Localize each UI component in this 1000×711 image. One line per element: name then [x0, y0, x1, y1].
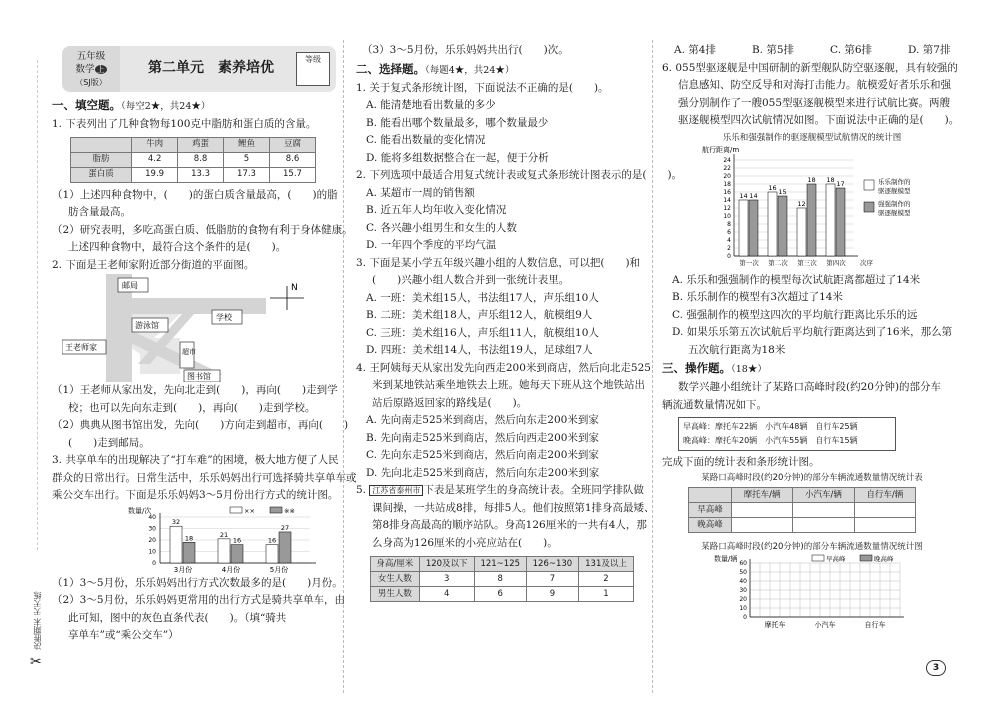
- page-number-text: 3: [932, 663, 940, 673]
- tick-label: 50: [739, 569, 747, 577]
- table-cell: 15.7: [269, 167, 315, 182]
- traffic-bar-chart: [662, 553, 962, 637]
- choice-5-options: [662, 42, 962, 60]
- tick-label: 0: [152, 559, 156, 567]
- table-cell: 女生人数: [371, 572, 420, 587]
- legend-swatch: [864, 180, 874, 190]
- bar: [836, 188, 845, 256]
- table-cell: 摩托车/辆: [731, 488, 792, 503]
- question-3-2: （2）3～5月份，乐乐妈妈更常用的出行方式是骑共享单车，由: [52, 594, 346, 606]
- table-cell: [731, 518, 792, 533]
- tick-label: 0: [727, 252, 731, 260]
- page-title: 第二单元 素养培优: [148, 60, 274, 76]
- category-label: 3月份: [173, 565, 193, 574]
- bar: [218, 538, 230, 562]
- question-3: 群众的日常出行。日常生活中，乐乐妈妈出行可选择骑共享单车或: [52, 471, 357, 484]
- traffic-chart-title: 某路口高峰时段(约20分钟)的部分车辆流通数量情况统计图: [701, 542, 923, 553]
- table-cell: 2: [579, 572, 634, 587]
- tick-label: 40: [739, 578, 747, 586]
- choice-option: B. 近五年人均年收入变化情况: [366, 204, 507, 216]
- data-label: 14: [739, 191, 748, 200]
- choice-option: A. 能清楚地看出数量的多少: [366, 99, 496, 111]
- choice-4: 4. 王阿姨每天从家出发先向西走200米到商店，然后向北走525: [356, 361, 651, 374]
- category-label: 第二次: [768, 258, 788, 267]
- bar: [807, 184, 816, 256]
- legend-label: 驱逐舰模型: [878, 208, 911, 217]
- table-cell: 蛋白质: [71, 167, 132, 182]
- tick-label: 20: [148, 536, 156, 544]
- page-number: [926, 660, 946, 676]
- section-choice: 二、选择题。（每题4★，共24★）: [356, 61, 515, 76]
- choice-5: 么身高为126厘米的小亮应站在( )。: [372, 536, 558, 549]
- category-label: 小汽车: [814, 621, 836, 630]
- choice-5: 课间操，一共站成8排，每排5人。他们按照第1排身高最矮、: [372, 501, 655, 514]
- question-2-2: ( )走到邮局。: [68, 436, 150, 449]
- legend-label: ××: [244, 506, 255, 515]
- grade-box: [296, 52, 330, 86]
- table-cell: 晚高峰: [689, 518, 732, 533]
- tick-label: 10: [723, 212, 731, 220]
- section-fill-in: 一、填空题。（每空2★，共24★）: [52, 98, 211, 112]
- question-1-2: （2）研究表明，多吃高蛋白质、低脂肪的食物有利于身体健康。: [52, 223, 353, 236]
- tick-label: 12: [723, 204, 731, 212]
- table-cell: 131及以上: [579, 557, 634, 572]
- legend-label: ※※: [284, 506, 295, 515]
- tick-label: 0: [743, 614, 747, 622]
- chart-ylabel: 航行距离/m: [702, 145, 740, 154]
- tick-label: 2: [727, 244, 731, 252]
- choice-option: B. 二班：美术组18人，声乐组12人，航模组9人: [366, 309, 593, 321]
- data-label: 18: [184, 533, 194, 542]
- table-cell: 小汽车/辆: [793, 488, 854, 503]
- data-label: 17: [836, 179, 845, 188]
- category-label: 第一次: [739, 258, 759, 267]
- data-label: 16: [768, 183, 777, 192]
- choice-option: D. 第7排: [908, 44, 951, 56]
- choice-option: B. 能看出哪个数量最多，哪个数量最少: [366, 116, 549, 129]
- edition-label: （SJ版）: [75, 78, 107, 87]
- region-tag: 江苏省泰州市: [369, 485, 423, 496]
- legend-label: 晚高峰: [874, 555, 894, 564]
- choice-1-options: [356, 97, 648, 167]
- table-cell: 5: [224, 152, 270, 167]
- choice-option: A. 一班：美术组15人，书法组17人，声乐组10人: [366, 291, 599, 304]
- note-early: 早高峰：摩托车22辆 小汽车48辆 自行车25辆: [683, 422, 858, 432]
- table-cell: 1: [579, 587, 634, 602]
- table-cell: 8.8: [178, 152, 224, 167]
- data-label: 16: [232, 536, 242, 545]
- traffic-note: [678, 417, 896, 451]
- table-cell: [689, 488, 732, 503]
- table-cell: 鲤鱼: [224, 137, 270, 152]
- legend-swatch: [864, 202, 874, 212]
- table-cell: 4.2: [132, 152, 178, 167]
- choice-6-options: [662, 272, 962, 325]
- choice-option: C. 各兴趣小组男生和女生的人数: [366, 221, 517, 234]
- legend-swatch: [230, 507, 242, 513]
- tick-label: 30: [148, 525, 156, 532]
- choice-option: A. 第4排: [674, 44, 716, 56]
- tick-label: 16: [723, 188, 731, 196]
- operation-task: 完成下面的统计表和条形统计图。: [662, 456, 820, 469]
- tick-label: 14: [723, 196, 731, 204]
- table-cell: 13.3: [178, 167, 224, 182]
- category-label: 第四次: [826, 258, 846, 267]
- choice-3: 3. 下面是某小学五年级兴趣小组的人数信息，可以把( )和: [356, 256, 641, 269]
- choice-6-option-d: 五次航行距离为18米: [688, 343, 786, 356]
- tick-label: 4: [727, 236, 731, 244]
- traffic-table-title: 某路口高峰时段(约20分钟)的部分车辆流通数量情况统计表: [701, 472, 923, 483]
- choice-option: B. 先向南走525米到商店，然后向西走200米到家: [366, 431, 599, 444]
- tick-label: 24: [723, 156, 731, 164]
- north-label: N: [291, 283, 298, 293]
- category-label: 5月份: [269, 565, 289, 574]
- table-cell: 豆腐: [269, 137, 315, 152]
- question-2-1: 校；也可以先向东走到( )，再向( )走到学校。: [68, 401, 316, 414]
- data-label: 16: [267, 536, 277, 545]
- table-cell: [793, 503, 854, 518]
- bar: [797, 208, 806, 256]
- choice-5: 第8排身高最高的顺序站队。身高126厘米的一共有4人，那: [372, 519, 647, 531]
- table-cell: [793, 518, 854, 533]
- legend-label: 早高峰: [826, 555, 846, 564]
- choice-6-option-d: D. 如果乐乐第五次试航后平均航行距离达到了16米，那么第: [672, 326, 953, 339]
- choice-option: A. 先向南走525米到商店，然后向东走200米到家: [366, 414, 599, 426]
- tick-label: 8: [727, 220, 731, 228]
- bar: [749, 200, 758, 256]
- map-post-office-label: 邮局: [122, 281, 138, 290]
- bar: [279, 531, 291, 562]
- question-3-2: 此可知，图中的灰色直条代表( )。（填“骑共: [68, 611, 287, 624]
- legend-swatch: [812, 555, 824, 561]
- legend-label: 强强制作的: [878, 199, 911, 208]
- category-label: 摩托车: [764, 621, 786, 630]
- choice-6: 强分别制作了一艘055型驱逐舰模型来进行试航比赛。两艘: [678, 96, 951, 109]
- choice-4: 站后原路返回家的路线是( )。: [372, 396, 528, 409]
- legend-label: 乐乐制作的: [878, 177, 911, 186]
- table-cell: 8.6: [269, 152, 315, 167]
- left-column: [52, 96, 357, 645]
- question-1-1: 肪含量最高。: [68, 206, 131, 218]
- map-library-label: 图书馆: [187, 372, 211, 381]
- category-label: 第三次: [797, 258, 817, 267]
- choice-2-options: [356, 185, 648, 255]
- bar: [768, 192, 777, 256]
- bar: [739, 200, 748, 256]
- table-cell: [854, 518, 915, 533]
- data-label: 27: [280, 523, 290, 532]
- cut-line: [37, 60, 38, 550]
- map-school-label: 学校: [216, 313, 232, 322]
- data-label: 12: [797, 199, 806, 208]
- question-3: 乘公交车出行。下面是乐乐妈妈3～5月份出行方式的统计图。: [52, 489, 339, 501]
- table-cell: 9: [526, 587, 578, 602]
- question-3-1: （1）3～5月份，乐乐妈妈出行方式次数最多的是( )月份。: [52, 576, 343, 589]
- operation-intro: 数学兴趣小组统计了某路口高峰时段(约20分钟)的部分车: [678, 381, 942, 394]
- tick-label: 18: [723, 180, 731, 188]
- food-table: [70, 137, 316, 183]
- tick-label: 10: [148, 548, 156, 555]
- choice-2: 2. 下列选项中最适合用复式统计表或复式条形统计图表示的是( )。: [356, 169, 683, 181]
- tick-label: 30: [739, 587, 747, 595]
- data-label: 15: [778, 187, 787, 196]
- table-cell: 3: [419, 572, 474, 587]
- question-3-2: 享单车”或“乘公交车”）: [68, 629, 179, 641]
- bar: [170, 526, 182, 563]
- category-label: 自行车: [864, 621, 886, 630]
- map-museum-label: 游泳馆: [135, 321, 159, 330]
- scissors-icon: ✂: [30, 654, 42, 670]
- table-cell: 早高峰: [689, 503, 732, 518]
- choice-4: 米到某地铁站乘坐地铁去上班。她每天下班从这个地铁站出: [372, 379, 645, 391]
- table-cell: 120及以下: [419, 557, 474, 572]
- legend-swatch: [860, 555, 872, 561]
- choice-1: 1. 关于复式条形统计图，下面说法不正确的是( )。: [356, 81, 609, 94]
- commute-bar-chart: [52, 505, 332, 575]
- tick-label: 10: [739, 605, 747, 613]
- choice-4-options: [356, 412, 648, 482]
- data-label: 21: [219, 530, 229, 539]
- choice-3: ( )兴趣小组人数合并到一张统计表里。: [372, 274, 570, 286]
- choice-option: B. 第5排: [751, 44, 795, 56]
- table-cell: [71, 137, 132, 152]
- book-badge: 上: [96, 65, 105, 74]
- question-2-2: （2）典典从图书馆出发，先向( )方向走到超市，再向( ): [52, 419, 349, 431]
- table-cell: 自行车/辆: [854, 488, 915, 503]
- choice-option: C. 先向东走525米到商店，然后向南走200米到家: [366, 449, 599, 461]
- table-cell: 7: [526, 572, 578, 587]
- note-late: 晚高峰：摩托车20辆 小汽车55辆 自行车15辆: [683, 436, 858, 446]
- operation-intro: 辆流通数量情况如下。: [662, 398, 767, 411]
- choice-option: D. 四班：美术组14人，书法组19人，足球组7人: [366, 344, 593, 356]
- choice-option: D. 先向北走525米到商店，然后向东走200米到家: [366, 466, 600, 479]
- choice-option: C. 第6排: [830, 44, 873, 56]
- right-column: [662, 42, 962, 637]
- table-cell: 鸡蛋: [178, 137, 224, 152]
- choice-6: 6. 055型驱逐舰是中国研制的新型舰队防空驱逐舰，具有较强的: [662, 61, 958, 74]
- category-label: 4月份: [221, 565, 241, 574]
- tick-label: 6: [727, 228, 731, 236]
- bar: [826, 184, 835, 256]
- bar: [266, 544, 278, 562]
- choice-5: 5. 江苏省泰州市 下表是某班学生的身高统计表。全班同学排队做: [356, 484, 644, 496]
- column-divider: [652, 40, 653, 693]
- street-map: [62, 274, 342, 382]
- choice-option: D. 能将多组数据整合在一起，便于分析: [366, 151, 549, 164]
- ship-bar-chart: [662, 144, 962, 272]
- table-cell: 126~130: [526, 557, 578, 572]
- table-cell: 4: [419, 587, 474, 602]
- choice-6: 驱逐舰模型四次试航情况如图。下面说法中正确的是( )。: [678, 114, 960, 126]
- table-cell: 17.3: [224, 167, 270, 182]
- choice-option: B. 乐乐制作的模型有3次超过了14米: [672, 291, 843, 304]
- question-1: 1. 下表列出了几种食物每100克中脂肪和蛋白质的含量。: [52, 118, 317, 130]
- choice-option: C. 能看出数量的变化情况: [366, 134, 486, 146]
- tick-label: 20: [739, 596, 747, 604]
- choice-option: C. 三班：美术组16人，声乐组11人，航模组10人: [366, 326, 599, 339]
- traffic-table: [688, 487, 916, 533]
- tick-label: 20: [723, 172, 731, 180]
- bar: [231, 544, 243, 562]
- question-1-2: 上述四种食物中，最符合这个条件的是( )。: [68, 241, 287, 253]
- table-cell: [854, 503, 915, 518]
- table-cell: 脂肪: [71, 152, 132, 167]
- legend-label: 驱逐舰模型: [878, 186, 911, 195]
- table-cell: 身高/厘米: [371, 557, 420, 572]
- height-table: [370, 556, 634, 602]
- table-cell: 男生人数: [371, 587, 420, 602]
- table-cell: 19.9: [132, 167, 178, 182]
- bar: [778, 196, 787, 256]
- data-label: 32: [171, 517, 181, 526]
- tick-label: 40: [148, 513, 156, 521]
- grade-label: 五年级: [76, 51, 106, 62]
- map-supermarket-label: 超市: [182, 348, 196, 356]
- table-cell: 6: [474, 587, 526, 602]
- table-cell: 牛肉: [132, 137, 178, 152]
- tick-label: 22: [723, 164, 731, 172]
- chart-xlabel: 次序: [860, 258, 873, 267]
- section-operation: 三、操作题。（18★）: [662, 361, 767, 376]
- data-label: 18: [826, 175, 835, 184]
- ship-chart-title: 乐乐和强强制作的驱逐舰模型试航情况的统计图: [722, 132, 902, 143]
- choice-option: C. 强强制作的模型这四次的平均航行距离比乐乐的远: [672, 308, 918, 321]
- choice-option: A. 乐乐和强强制作的模型每次试航距离都超过了14米: [672, 273, 921, 286]
- bar: [183, 542, 195, 563]
- chart-ylabel: 数量/辆: [714, 555, 738, 564]
- tick-label: 60: [739, 560, 747, 568]
- question-2: 2. 下面是王老师家附近部分街道的平面图。: [52, 258, 255, 271]
- table-cell: [731, 503, 792, 518]
- question-1-1: （1）上述四种食物中，( )的蛋白质含量最高，( )的脂: [52, 188, 338, 201]
- header-grade-box: [62, 46, 120, 92]
- grade-box-label: 等级: [305, 55, 321, 64]
- data-label: 18: [807, 175, 816, 184]
- question-3: 3. 共享单车的出现解决了“打车难”的困境，极大地方便了人民: [52, 454, 339, 466]
- choice-3-options: [356, 290, 648, 360]
- choice-option: A. 某超市一周的销售额: [366, 186, 475, 199]
- map-home-label: 王老师家: [65, 343, 97, 352]
- table-cell: 121~125: [474, 557, 526, 572]
- side-label: [32, 560, 46, 650]
- legend-swatch: [270, 507, 282, 513]
- table-cell: 8: [474, 572, 526, 587]
- chart-ylabel: 数量/次: [128, 506, 152, 515]
- question-2-1: （1）王老师从家出发，先向北走到( )，再向( )走到学: [52, 384, 338, 396]
- data-label: 14: [749, 191, 758, 200]
- question-3-3: （3）3～5月份，乐乐妈妈共出行( )次。: [362, 44, 569, 56]
- middle-column: [356, 42, 683, 602]
- choice-option: D. 一年四个季度的平均气温: [366, 239, 497, 251]
- subject-label: 数学 上: [75, 64, 105, 75]
- choice-6: 信息感知、防空反导和对海打击能力。航模爱好者乐乐和强: [678, 79, 951, 91]
- side-label-text: 决胜期末 天天练: [33, 591, 42, 650]
